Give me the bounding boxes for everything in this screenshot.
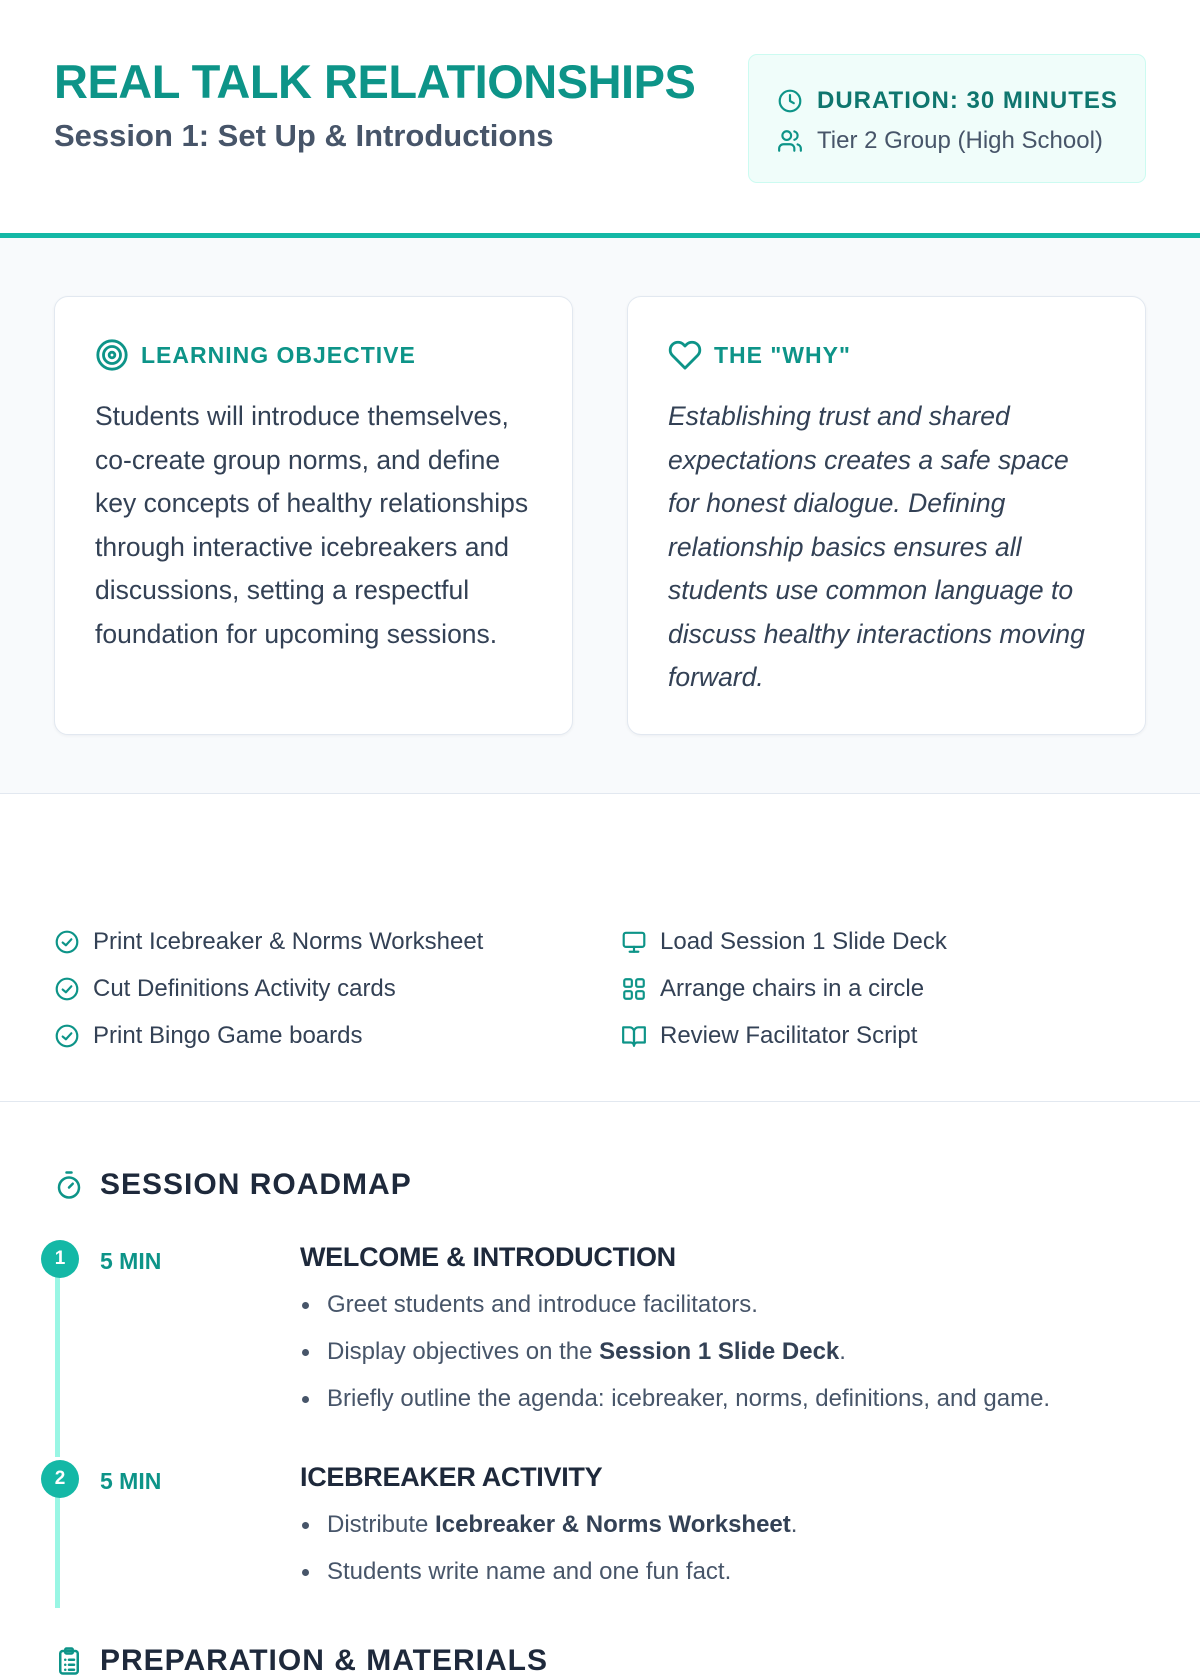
step-number-badge: 2 xyxy=(41,1460,79,1498)
duration-label: DURATION: 30 MINUTES xyxy=(817,87,1118,114)
step-number-badge: 1 xyxy=(41,1240,79,1278)
material-item xyxy=(54,1012,483,1059)
material-item xyxy=(621,965,947,1012)
materials-list-left xyxy=(54,918,483,1059)
tier-row xyxy=(777,121,1145,161)
heart-icon xyxy=(668,338,702,372)
step-title: ICEBREAKER ACTIVITY xyxy=(300,1462,603,1492)
why-header xyxy=(668,337,1105,373)
grid-icon xyxy=(621,976,647,1002)
step-bullets xyxy=(300,1501,797,1595)
why-label: THE "WHY" xyxy=(714,341,851,368)
session-meta-box xyxy=(748,54,1146,183)
book-icon xyxy=(621,1023,647,1049)
preparation-title: PREPARATION & MATERIALS xyxy=(100,1644,548,1677)
why-card xyxy=(627,296,1146,735)
duration-row xyxy=(777,81,1145,121)
tier-label: Tier 2 Group (High School) xyxy=(817,127,1103,154)
monitor-icon xyxy=(621,929,647,955)
roadmap-heading xyxy=(54,1168,412,1202)
material-label: Print Icebreaker & Norms Worksheet xyxy=(93,927,484,955)
step-duration: 5 MIN xyxy=(100,1248,162,1274)
why-text: Establishing trust and shared expectations creates a safe space for honest dialogue. Defining relationship basics ensures all students use common language to discuss healthy interactions moving forward. xyxy=(668,401,1085,692)
step-bullet: Students write name and one fun fact. xyxy=(300,1548,797,1595)
check-circle-icon xyxy=(54,1023,80,1049)
material-item xyxy=(621,1012,947,1059)
step-bullet: Greet students and introduce facilitators. xyxy=(300,1281,1050,1328)
step-title: WELCOME & INTRODUCTION xyxy=(300,1242,676,1272)
preparation-heading xyxy=(54,1644,548,1678)
check-circle-icon xyxy=(54,976,80,1002)
material-label: Review Facilitator Script xyxy=(660,1021,918,1049)
clipboard-icon xyxy=(54,1645,86,1677)
page-title: REAL TALK RELATIONSHIPS xyxy=(54,55,696,108)
material-item xyxy=(54,965,483,1012)
material-item xyxy=(54,918,483,965)
step-bullet: Distribute Icebreaker & Norms Worksheet. xyxy=(300,1501,797,1548)
material-item xyxy=(621,918,947,965)
material-label: Cut Definitions Activity cards xyxy=(93,974,396,1002)
objective-band xyxy=(0,238,1200,794)
page-header xyxy=(0,0,1200,238)
target-icon xyxy=(95,338,129,372)
material-label: Print Bingo Game boards xyxy=(93,1021,363,1049)
check-circle-icon xyxy=(54,929,80,955)
learning-objective-text: Students will introduce themselves, co-create group norms, and define key concepts of healthy relationships through interactive icebreakers and discussions, setting a respectful foundation for upcoming sessions. xyxy=(95,401,529,649)
step-bullet: Display objectives on the Session 1 Slide Deck. xyxy=(300,1328,1050,1375)
learning-objective-card xyxy=(54,296,573,735)
step-bullets xyxy=(300,1281,1050,1422)
timer-icon xyxy=(54,1169,86,1201)
bold-reference: Icebreaker & Norms Worksheet xyxy=(435,1511,791,1538)
step-bullet: Briefly outline the agenda: icebreaker, norms, definitions, and game. xyxy=(300,1375,1050,1422)
bold-reference: Session 1 Slide Deck xyxy=(599,1338,840,1365)
materials-list-right xyxy=(621,918,947,1059)
session-subtitle: Session 1: Set Up & Introductions xyxy=(54,118,554,153)
learning-objective-header xyxy=(95,337,532,373)
step-duration: 5 MIN xyxy=(100,1468,162,1494)
roadmap-title: SESSION ROADMAP xyxy=(100,1168,412,1201)
timeline-line xyxy=(55,1257,60,1457)
clock-icon xyxy=(777,88,803,114)
roadmap-section xyxy=(0,1102,1200,1602)
material-label: Arrange chairs in a circle xyxy=(660,974,925,1002)
users-icon xyxy=(777,128,803,154)
material-label: Load Session 1 Slide Deck xyxy=(660,927,947,955)
learning-objective-label: LEARNING OBJECTIVE xyxy=(141,341,416,368)
